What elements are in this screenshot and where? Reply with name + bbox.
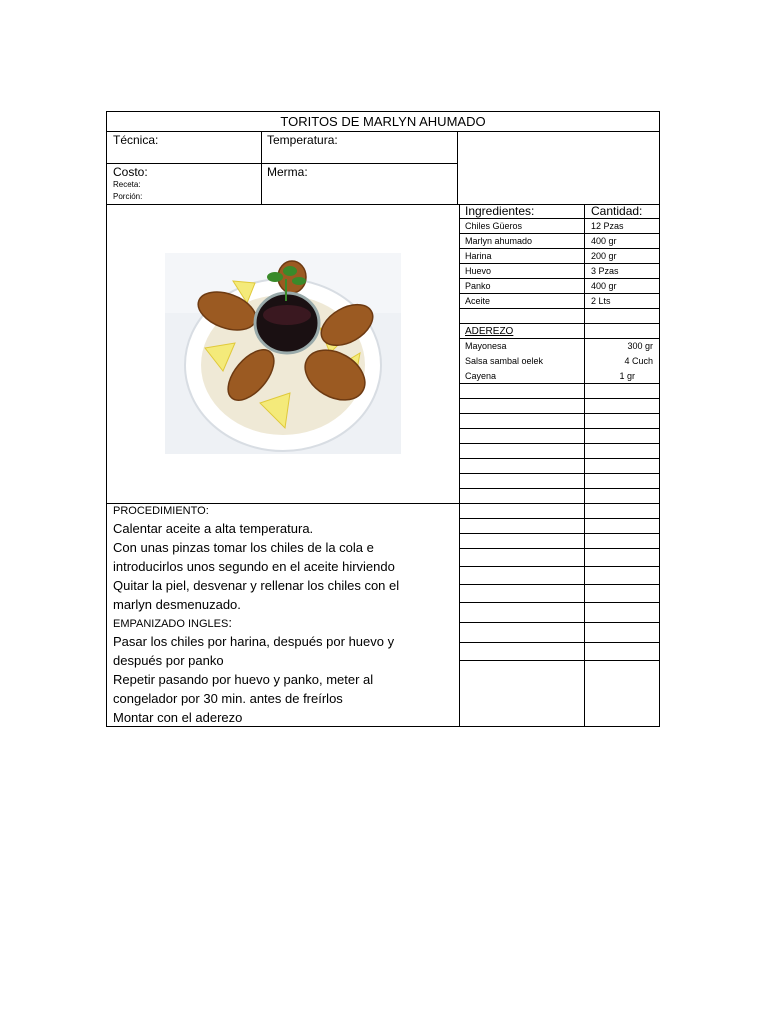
ingredient-name: Aceite xyxy=(465,296,491,306)
table-row xyxy=(459,264,659,279)
ingredient-qty: 4 Cuch xyxy=(624,356,653,366)
table-row xyxy=(459,369,659,384)
ingredient-qty: 3 Pzas xyxy=(591,266,619,276)
ingredient-name: Mayonesa xyxy=(465,341,507,351)
table-row xyxy=(459,519,659,534)
ingredient-name: Marlyn ahumado xyxy=(465,236,533,246)
recipe-sheet xyxy=(106,111,660,727)
table-row xyxy=(459,567,659,585)
ingredient-name: Cayena xyxy=(465,371,497,381)
table-row xyxy=(459,444,659,459)
merma-label: Merma: xyxy=(267,165,308,179)
table-header xyxy=(459,204,659,219)
ingredients-header: Ingredientes: xyxy=(465,204,535,218)
table-row xyxy=(459,429,659,444)
ingredient-qty: 12 Pzas xyxy=(591,221,624,231)
divider xyxy=(107,163,458,164)
table-row xyxy=(459,643,659,661)
table-row xyxy=(459,384,659,399)
table-row xyxy=(459,474,659,489)
procedure-section xyxy=(113,504,453,727)
table-row xyxy=(459,219,659,234)
table-row xyxy=(459,549,659,567)
ingredient-qty: 300 gr xyxy=(627,341,653,351)
recipe-title: TORITOS DE MARLYN AHUMADO xyxy=(107,112,659,132)
ingredient-name: Harina xyxy=(465,251,492,261)
table-row xyxy=(459,294,659,309)
procedure-steps: Calentar aceite a alta temperatura. Con unas pinzas tomar los chiles de la cola e introducirlos unos segundo en el aceite hirviendo Quitar la piel, desvenar y rellenar los chiles con el marlyn desmenuzado. xyxy=(113,521,400,612)
table-row xyxy=(459,623,659,643)
table-row xyxy=(459,399,659,414)
dish-photo xyxy=(165,253,401,454)
table-row xyxy=(459,309,659,324)
ingredient-qty: 2 Lts xyxy=(591,296,611,306)
ingredient-name: Huevo xyxy=(465,266,492,276)
costo-label: Costo: xyxy=(113,165,148,179)
ingredient-qty: 1 gr xyxy=(619,371,635,381)
table-row xyxy=(459,234,659,249)
table-row xyxy=(459,504,659,519)
section-heading: ADEREZO xyxy=(465,326,514,337)
receta-label: Receta: xyxy=(113,180,141,189)
table-row xyxy=(459,354,659,369)
ingredient-qty: 200 gr xyxy=(591,251,617,261)
table-row xyxy=(459,249,659,264)
table-row xyxy=(459,324,659,339)
procedure-heading: PROCEDIMIENTO: xyxy=(113,505,209,517)
ingredient-qty: 400 gr xyxy=(591,236,617,246)
divider xyxy=(457,131,458,205)
ingredient-name: Panko xyxy=(465,281,491,291)
table-row xyxy=(459,585,659,603)
ingredient-qty: 400 gr xyxy=(591,281,617,291)
breading-steps: Pasar los chiles por harina, después por huevo y después por panko Repetir pasando por huevo y panko, meter al congelador por 30 min. antes de freírlos Montar con el aderezo xyxy=(113,634,395,725)
table-row xyxy=(459,489,659,504)
table-row xyxy=(459,279,659,294)
table-row xyxy=(459,414,659,429)
table-row xyxy=(459,339,659,354)
divider xyxy=(261,131,262,205)
table-row xyxy=(459,459,659,474)
temperatura-label: Temperatura: xyxy=(267,133,338,147)
breading-heading-text: EMPANIZADO INGLES xyxy=(113,618,229,630)
ingredient-name: Chiles Güeros xyxy=(465,221,523,231)
ingredient-name: Salsa sambal oelek xyxy=(465,356,544,366)
tecnica-label: Técnica: xyxy=(113,133,159,147)
porcion-label: Porción: xyxy=(113,192,143,201)
breading-heading-colon: : xyxy=(228,615,232,630)
table-row xyxy=(459,603,659,623)
table-row xyxy=(459,534,659,549)
breading-heading xyxy=(113,615,453,632)
quantity-header: Cantidad: xyxy=(591,204,643,218)
